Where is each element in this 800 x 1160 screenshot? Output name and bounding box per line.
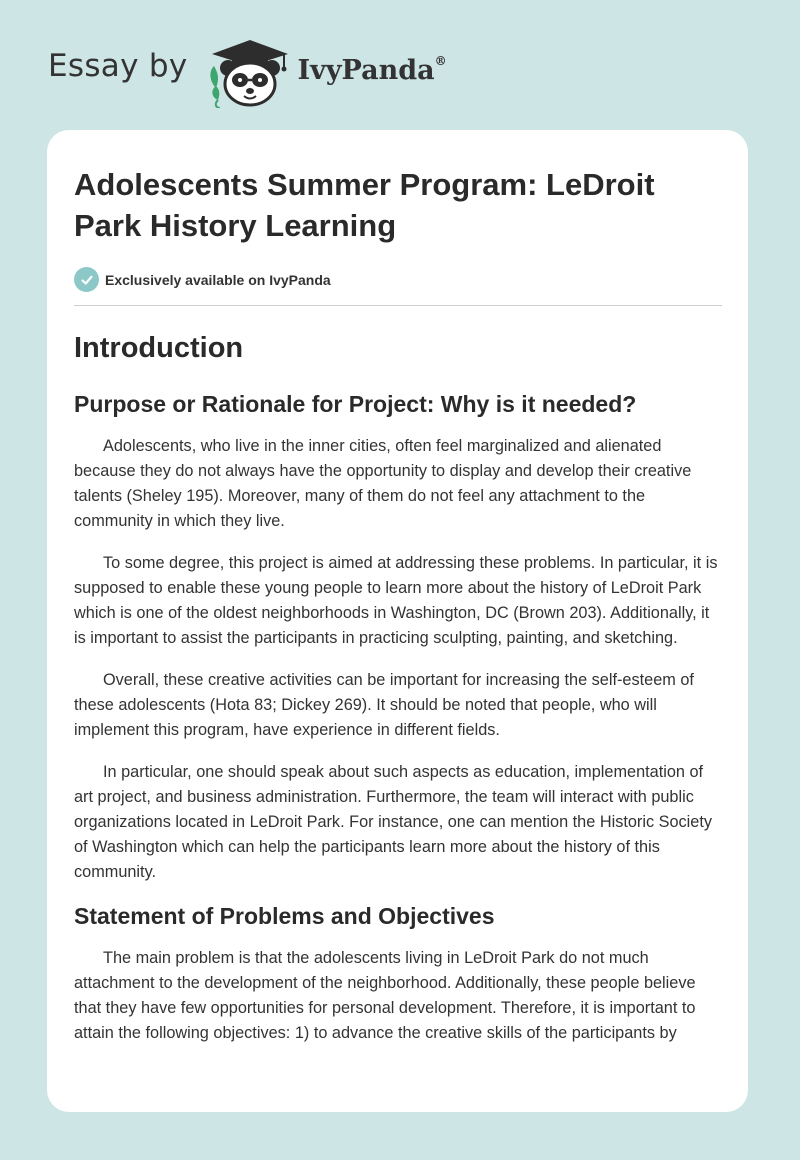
paragraph: To some degree, this project is aimed at addressing these problems. In particular, it is supposed to enable these young people to learn more about the history of LeDroit Park which is one of the oldest neighborhoods in Washington, DC (Brown 203). Additionally, it is important to assist the participants in practicing sculpting, painting, and sketching.: [74, 554, 718, 647]
brand-header: [48, 36, 447, 108]
exclusive-badge-text: Exclusively available on IvyPanda: [105, 271, 331, 288]
paragraph: The main problem is that the adolescents living in LeDroit Park do not much attachment to the development of the neighborhood. Additionally, these people believe that they have few opportunities for personal development. Therefore, it is important to attain the following objectives: 1) to advance the creative skills of the participants by: [74, 949, 696, 1042]
essay-card: [47, 130, 748, 1112]
brand-name: IvyPanda®: [297, 53, 447, 86]
panda-logo-icon: [202, 36, 294, 108]
brand-prefix: Essay by: [48, 48, 188, 84]
paragraph: Overall, these creative activities can be important for increasing the self-esteem of these adolescents (Hota 83; Dickey 269). It should be noted that people, who will implement this program, have experience in different fields.: [74, 671, 694, 739]
exclusive-badge: [74, 267, 722, 306]
subsection-heading-problems: Statement of Problems and Objectives: [74, 903, 495, 929]
essay-title: Adolescents Summer Program: LeDroit Park History Learning: [74, 167, 655, 243]
section-heading-introduction: Introduction: [74, 332, 244, 364]
paragraph: Adolescents, who live in the inner cities, often feel marginalized and alienated because they do not always have the opportunity to display and develop their creative talents (Sheley 195). Moreover, many of them do not feel any attachment to the community in which they live.: [74, 437, 692, 530]
paragraph: In particular, one should speak about such aspects as education, implementation of art project, and business administration. Furthermore, the team will interact with public organizations located in LeDroit Park. For instance, one can mention the Historic Society of Washington which can help the participants learn more about the history of this community.: [74, 763, 713, 881]
check-circle-icon: [74, 267, 99, 292]
subsection-heading-purpose: Purpose or Rationale for Project: Why is it needed?: [74, 391, 637, 417]
